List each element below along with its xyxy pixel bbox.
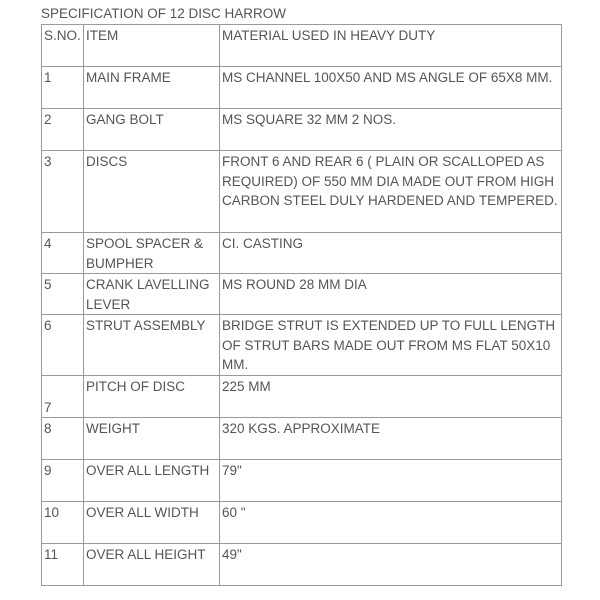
table-header-row	[42, 25, 562, 67]
cell-item: DISCS	[84, 151, 220, 233]
cell-sno: 7	[42, 376, 84, 418]
cell-material: 320 KGS. APPROXIMATE	[220, 418, 562, 460]
cell-item: OVER ALL HEIGHT	[84, 544, 220, 586]
cell-sno: 8	[42, 418, 84, 460]
table-row	[42, 315, 562, 376]
cell-sno: 2	[42, 109, 84, 151]
table-row	[42, 418, 562, 460]
table-row	[42, 274, 562, 315]
page-title: SPECIFICATION OF 12 DISC HARROW	[41, 6, 287, 21]
cell-material: 79"	[220, 460, 562, 502]
header-item: ITEM	[84, 25, 220, 67]
cell-material: FRONT 6 AND REAR 6 ( PLAIN OR SCALLOPED AS REQUIRED) OF 550 MM DIA MADE OUT FROM HIGH CARBON STEEL DULY HARDENED AND TEMPERED.	[220, 151, 562, 233]
cell-material: MS CHANNEL 100X50 AND MS ANGLE OF 65X8 MM.	[220, 67, 562, 109]
cell-material: MS SQUARE 32 MM 2 NOS.	[220, 109, 562, 151]
header-sno: S.NO.	[42, 25, 84, 67]
specification-table	[41, 24, 562, 586]
cell-sno: 1	[42, 67, 84, 109]
cell-sno: 3	[42, 151, 84, 233]
table-row	[42, 460, 562, 502]
table-row	[42, 502, 562, 544]
table-row	[42, 233, 562, 274]
cell-material: MS ROUND 28 MM DIA	[220, 274, 562, 315]
cell-item: PITCH OF DISC	[84, 376, 220, 418]
cell-sno: 5	[42, 274, 84, 315]
table-row	[42, 151, 562, 233]
cell-material: 49"	[220, 544, 562, 586]
cell-item: GANG BOLT	[84, 109, 220, 151]
header-material: MATERIAL USED IN HEAVY DUTY	[220, 25, 562, 67]
cell-material: CI. CASTING	[220, 233, 562, 274]
cell-item: CRANK LAVELLING LEVER	[84, 274, 220, 315]
cell-sno: 10	[42, 502, 84, 544]
cell-material: 60 "	[220, 502, 562, 544]
cell-sno: 9	[42, 460, 84, 502]
cell-item: OVER ALL WIDTH	[84, 502, 220, 544]
cell-sno: 11	[42, 544, 84, 586]
cell-item: SPOOL SPACER & BUMPHER	[84, 233, 220, 274]
cell-item: STRUT ASSEMBLY	[84, 315, 220, 376]
cell-material: 225 MM	[220, 376, 562, 418]
cell-item: WEIGHT	[84, 418, 220, 460]
table-row	[42, 376, 562, 418]
cell-sno: 6	[42, 315, 84, 376]
cell-item: MAIN FRAME	[84, 67, 220, 109]
cell-material: BRIDGE STRUT IS EXTENDED UP TO FULL LENGTH OF STRUT BARS MADE OUT FROM MS FLAT 50X10 MM.	[220, 315, 562, 376]
table-row	[42, 67, 562, 109]
cell-sno: 4	[42, 233, 84, 274]
table-row	[42, 109, 562, 151]
cell-item: OVER ALL LENGTH	[84, 460, 220, 502]
table-row	[42, 544, 562, 586]
